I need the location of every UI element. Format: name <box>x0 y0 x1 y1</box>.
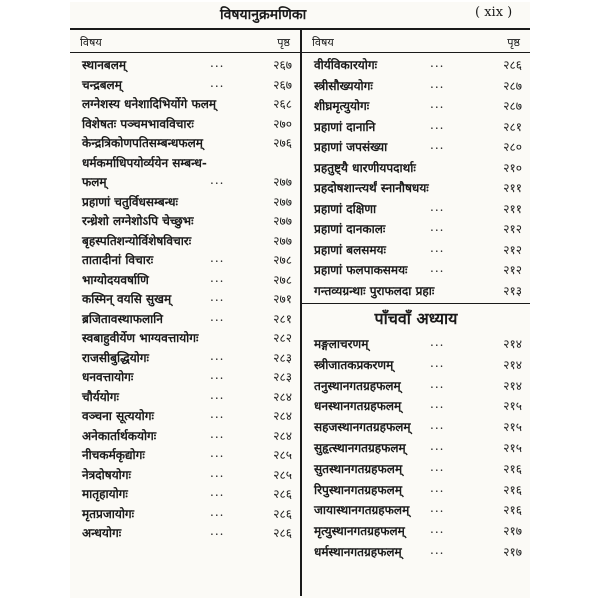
entry-title: फलम् <box>82 175 107 189</box>
entry-page-number: २८३ <box>273 350 292 365</box>
right-column-header <box>302 30 530 53</box>
page-header <box>70 2 530 26</box>
entry-title: वीर्यविकारयोगः <box>314 58 378 72</box>
entry-title: प्रहाणां दानानि <box>314 119 376 134</box>
entry-title: धनवत्तायोगः <box>82 370 134 384</box>
entry-title: रिपुस्थानगतग्रहफलम् <box>314 482 402 497</box>
entry-leader-dots: ... <box>430 418 445 433</box>
entry-leader-dots: ... <box>430 261 445 275</box>
entry-title: धर्मकर्माधिपयोर्व्ययेन सम्बन्ध- <box>82 155 207 170</box>
entry-title: प्रहाणां दक्षिणा <box>314 201 377 216</box>
toc-entry <box>302 415 530 436</box>
entry-leader-dots: ... <box>430 480 445 495</box>
entry-title: मङ्गलाचरणम् <box>314 337 369 351</box>
toc-entry <box>70 287 300 307</box>
entry-title: तनुस्थानगतग्रहफलम् <box>314 378 401 393</box>
page-number: ( xix ) <box>475 5 513 20</box>
entry-page-number: २११ <box>503 181 522 195</box>
entry-leader-dots: ... <box>210 270 225 285</box>
toc-entry <box>70 209 300 229</box>
entry-page-number: २१६ <box>503 461 522 476</box>
entry-leader-dots: ... <box>210 524 225 538</box>
entry-leader-dots: ... <box>430 459 445 474</box>
entry-leader-dots: ... <box>430 138 445 152</box>
entry-leader-dots: ... <box>430 376 445 391</box>
book-page <box>70 2 530 598</box>
toc-entry <box>70 53 300 73</box>
entry-page-number: २१२ <box>503 263 522 277</box>
entry-title: प्रहतुष्ट्यै धारणीयपदार्थाः <box>314 160 416 175</box>
entry-title: राजसीबुद्धियोगः <box>82 350 149 365</box>
toc-entry <box>70 326 300 346</box>
entry-title: स्त्रीजातकप्रकरणम् <box>314 357 394 372</box>
entry-page-number: २१४ <box>503 378 522 393</box>
right-entry-list <box>302 53 530 299</box>
entry-page-number: २६७ <box>273 77 292 92</box>
entry-page-number: २७७ <box>273 214 292 228</box>
entry-page-number: २११ <box>503 201 522 216</box>
toc-entry <box>70 229 300 249</box>
entry-leader-dots: ... <box>210 504 225 519</box>
entry-title: अनेकार्तार्थकयोगः <box>82 428 157 443</box>
entry-leader-dots: ... <box>430 97 445 111</box>
toc-entry <box>302 498 530 519</box>
entry-page-number: २७६ <box>273 136 292 150</box>
toc-entry <box>302 238 530 259</box>
entry-title: मृत्युस्थानगतग्रहफलम् <box>314 524 405 539</box>
entry-page-number: २१६ <box>503 503 522 518</box>
left-column <box>70 30 300 596</box>
entry-title: सुतस्थानगतग्रहफलम् <box>314 461 403 476</box>
toc-entry <box>70 443 300 463</box>
toc-entry <box>302 519 530 540</box>
entry-page-number: २८४ <box>273 409 292 423</box>
toc-entry <box>70 463 300 483</box>
entry-page-number: २८६ <box>273 506 292 521</box>
entry-leader-dots: ... <box>210 387 225 402</box>
toc-entry <box>302 279 530 300</box>
entry-page-number: २८० <box>503 140 522 154</box>
toc-entry <box>302 374 530 395</box>
entry-page-number: २७८ <box>273 253 292 267</box>
toc-entry <box>302 135 530 156</box>
toc-entry <box>70 131 300 151</box>
toc-entry <box>302 457 530 478</box>
entry-page-number: २८२ <box>273 331 292 345</box>
toc-entry <box>302 74 530 95</box>
toc-entry <box>302 436 530 457</box>
entry-page-number: २१० <box>503 160 522 175</box>
entry-title: नेत्रदोषयोगः <box>82 467 131 482</box>
page-title: विषयानुक्रमणिका <box>220 7 307 23</box>
toc-entry <box>302 540 530 561</box>
entry-page-number: २८६ <box>273 526 292 540</box>
entry-title: अन्धयोगः <box>82 526 122 540</box>
entry-page-number: २७१ <box>273 292 292 306</box>
entry-title: सुहृत्स्थानगतग्रहफलम् <box>314 440 406 455</box>
entry-page-number: २८६ <box>273 487 292 501</box>
toc-entry <box>70 482 300 502</box>
entry-title: प्रहाणां फलपाकसमयः <box>314 263 408 277</box>
chapter-entry-list <box>302 332 530 561</box>
entry-leader-dots: ... <box>430 220 445 234</box>
toc-entry <box>302 94 530 115</box>
left-entry-list <box>70 53 300 541</box>
entry-title: शीघ्रमृत्युयोगः <box>314 99 370 113</box>
entry-page-number: २८७ <box>503 99 522 113</box>
entry-title: वञ्चना सूत्ययोगः <box>82 409 154 423</box>
toc-entry <box>70 404 300 424</box>
entry-title: धर्मस्थानगतग्रहफलम् <box>314 544 402 559</box>
toc-entry <box>70 346 300 366</box>
entry-title: स्वबाहुवीर्येण भाग्यवत्तायोगः <box>82 331 199 345</box>
entry-title: प्रहदोषशान्त्यर्थं स्नानौषधयः <box>314 181 429 195</box>
toc-entry <box>302 478 530 499</box>
toc-entry <box>302 217 530 238</box>
entry-page-number: २७८ <box>273 272 292 287</box>
entry-title: प्रहाणां जपसंख्या <box>314 140 388 154</box>
chapter-heading: पाँचवाँ अध्याय <box>302 303 530 332</box>
entry-title: धनस्थानगतग्रहफलम् <box>314 399 402 414</box>
page-heading: पृष्ठ <box>507 36 520 49</box>
entry-title: प्रहाणां बलसमयः <box>314 242 386 257</box>
entry-leader-dots: ... <box>430 397 445 412</box>
entry-page-number: २१४ <box>503 357 522 372</box>
entry-leader-dots: ... <box>210 485 225 499</box>
entry-leader-dots: ... <box>430 76 445 91</box>
entry-title: मृतप्रजायोगः <box>82 506 135 521</box>
entry-leader-dots: ... <box>430 522 445 537</box>
entry-leader-dots: ... <box>430 240 445 255</box>
entry-title: बृहस्पतिशन्योर्विशेषविचारः <box>82 233 192 248</box>
entry-page-number: २१७ <box>503 524 522 539</box>
entry-title: स्त्रीसौख्ययोगः <box>314 78 373 93</box>
entry-leader-dots: ... <box>430 335 445 349</box>
subject-heading: विषय <box>312 36 334 49</box>
entry-leader-dots: ... <box>430 542 445 557</box>
entry-page-number: २८१ <box>273 311 292 326</box>
entry-leader-dots: ... <box>430 438 445 453</box>
entry-leader-dots: ... <box>210 173 225 187</box>
toc-entry <box>302 332 530 353</box>
entry-page-number: २८४ <box>273 389 292 404</box>
entry-title: केन्द्रत्रिकोणपतिसम्बन्धफलम् <box>82 136 203 150</box>
entry-title: ब्रजितावस्थाफलानि <box>82 311 163 326</box>
toc-entry <box>70 307 300 327</box>
entry-title: कस्मिन् वयसि सुखम् <box>82 292 172 306</box>
entry-title: स्थानबलम् <box>82 58 127 72</box>
entry-page-number: २१३ <box>503 283 522 298</box>
entry-title: भाग्योदयवर्षाणि <box>82 272 149 287</box>
entry-leader-dots: ... <box>210 309 225 324</box>
toc-entry <box>70 521 300 541</box>
toc-entry <box>302 156 530 177</box>
toc-entry <box>70 112 300 132</box>
entry-page-number: २१४ <box>503 337 522 351</box>
right-column <box>300 30 530 596</box>
entry-title: चन्द्रबलम् <box>82 77 122 92</box>
entry-leader-dots: ... <box>430 355 445 370</box>
entry-title: लग्नेशस्य धनेशादिभिर्योगे फलम् <box>82 97 217 111</box>
entry-page-number: २८६ <box>503 58 522 72</box>
entry-leader-dots: ... <box>430 117 445 132</box>
toc-entry <box>70 170 300 190</box>
toc-entry <box>302 53 530 74</box>
entry-title: मातृहायोगः <box>82 487 128 501</box>
entry-title: चौर्ययोगः <box>82 389 119 404</box>
toc-entry <box>70 190 300 210</box>
entry-leader-dots: ... <box>210 56 225 70</box>
entry-page-number: २७७ <box>273 175 292 189</box>
entry-title: प्रहाणां दानकालः <box>314 222 386 236</box>
entry-page-number: २१६ <box>503 482 522 497</box>
entry-leader-dots: ... <box>210 368 225 382</box>
entry-page-number: २६७ <box>273 58 292 72</box>
toc-entry <box>70 92 300 112</box>
entry-title: सहजस्थानगतग्रहफलम् <box>314 420 411 435</box>
toc-entry <box>302 115 530 136</box>
toc-entry <box>302 197 530 218</box>
entry-page-number: २८४ <box>273 428 292 443</box>
toc-entry <box>70 73 300 93</box>
entry-page-number: २१५ <box>503 420 522 435</box>
entry-page-number: २८५ <box>273 467 292 482</box>
entry-title: जायास्थानगतग्रहफलम् <box>314 503 410 518</box>
entry-page-number: २६८ <box>273 97 292 111</box>
entry-leader-dots: ... <box>210 348 225 363</box>
entry-leader-dots: ... <box>210 75 225 90</box>
toc-entry <box>70 248 300 268</box>
entry-page-number: २८३ <box>273 370 292 384</box>
entry-page-number: २८१ <box>503 119 522 134</box>
entry-page-number: २७७ <box>273 194 292 209</box>
entry-title: रन्ध्रेशो लग्नेशोऽपि चेच्छुभः <box>82 214 194 228</box>
page-heading: पृष्ठ <box>277 36 290 49</box>
left-column-header <box>70 30 300 53</box>
entry-leader-dots: ... <box>210 446 225 460</box>
toc-entry <box>70 502 300 522</box>
entry-title: प्रहाणां चतुर्विधसम्बन्धः <box>82 194 178 209</box>
entry-title: नीचकर्मकृद्योगः <box>82 448 145 462</box>
entry-leader-dots: ... <box>210 290 225 304</box>
entry-page-number: २१२ <box>503 242 522 257</box>
entry-page-number: २१५ <box>503 440 522 455</box>
toc-entry <box>302 258 530 279</box>
toc-entry <box>302 176 530 197</box>
toc-entry <box>302 353 530 374</box>
toc-entry <box>70 268 300 288</box>
entry-leader-dots: ... <box>430 199 445 214</box>
toc-entry <box>302 394 530 415</box>
entry-leader-dots: ... <box>210 465 225 480</box>
entry-leader-dots: ... <box>210 426 225 441</box>
entry-page-number: २१२ <box>503 222 522 236</box>
entry-page-number: २१५ <box>503 399 522 414</box>
entry-leader-dots: ... <box>430 501 445 516</box>
entry-page-number: २८५ <box>273 448 292 462</box>
entry-title: विशेषतः पञ्चमभावविचारः <box>82 116 194 131</box>
entry-title: तातादीनां विचारः <box>82 253 154 267</box>
entry-leader-dots: ... <box>210 407 225 421</box>
entry-leader-dots: ... <box>210 251 225 265</box>
toc-entry <box>70 424 300 444</box>
entry-page-number: २८७ <box>503 78 522 93</box>
entry-page-number: २७७ <box>273 233 292 248</box>
toc-entry <box>70 151 300 171</box>
toc-entry <box>70 385 300 405</box>
entry-leader-dots: ... <box>430 56 445 70</box>
entry-title: गन्तव्यग्रन्थाः पुराफलदा प्रहाः <box>314 283 435 298</box>
entry-page-number: २१७ <box>503 544 522 559</box>
toc-entry <box>70 365 300 385</box>
subject-heading: विषय <box>80 36 102 49</box>
entry-page-number: २७० <box>273 116 292 131</box>
